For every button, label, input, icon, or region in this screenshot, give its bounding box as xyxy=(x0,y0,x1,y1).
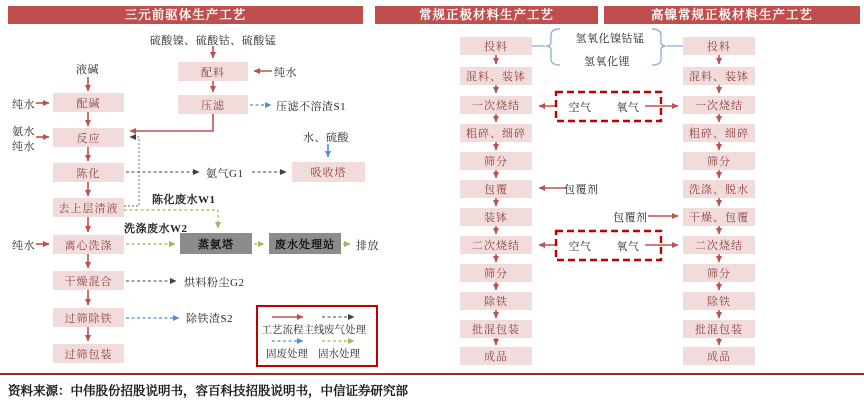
node-middle: 筛分 xyxy=(460,264,532,282)
legend-waste-water: 固水处理 xyxy=(318,349,360,360)
label-sulfate-feed: 硫酸镍、硫酸钴、硫酸锰 xyxy=(149,35,277,47)
node-right: 二次烧结 xyxy=(683,236,755,254)
node-right: 洗涤、脱水 xyxy=(683,180,755,198)
node-right: 干燥、包覆 xyxy=(683,208,755,226)
header-precursor-process: 三元前驱体生产工艺 xyxy=(8,6,363,24)
node-middle: 混料、装钵 xyxy=(460,67,532,85)
legend-waste-gas: 废气处理 xyxy=(324,325,366,336)
node-press-filter: 压滤 xyxy=(178,95,248,114)
label-discharge: 排放 xyxy=(356,240,379,252)
source-divider xyxy=(0,373,864,375)
node-left-main: 去上层清液 xyxy=(53,198,124,217)
node-right: 粗碎、细碎 xyxy=(683,124,755,142)
label-pure-water: 纯水 xyxy=(12,240,35,252)
label-oxygen: 氧气 xyxy=(616,241,640,253)
node-left-main: 过筛包装 xyxy=(53,344,124,363)
source-attribution: 资料来源：中伟股份招股说明书，容百科技招股说明书，中信证券研究部 xyxy=(8,384,409,398)
node-middle: 筛分 xyxy=(460,152,532,170)
node-absorption-tower: 吸收塔 xyxy=(292,162,365,182)
brace-right-icon xyxy=(652,29,666,65)
node-middle: 成品 xyxy=(460,347,532,365)
label-pure-water: 纯水 xyxy=(12,99,35,111)
label-air: 空气 xyxy=(568,102,592,114)
node-right: 混料、装钵 xyxy=(683,67,755,85)
gas-highlight-boxes xyxy=(556,92,661,260)
node-middle: 包覆 xyxy=(460,180,532,198)
node-middle: 投料 xyxy=(460,37,532,55)
label-filter-residue-s1: 压滤不溶渣S1 xyxy=(276,101,347,113)
node-middle: 除铁 xyxy=(460,292,532,310)
node-right: 批混包装 xyxy=(683,320,755,338)
label-liquid-alkali: 液碱 xyxy=(76,64,99,76)
node-middle: 一次烧结 xyxy=(460,96,532,114)
label-pure-water: 纯水 xyxy=(274,67,297,79)
label-coating-agent: 包覆剂 xyxy=(613,212,648,224)
label-drying-dust-g2: 烘料粉尘G2 xyxy=(184,277,245,289)
node-right: 筛分 xyxy=(683,152,755,170)
label-iron-residue-s2: 除铁渣S2 xyxy=(186,313,234,325)
node-right: 一次烧结 xyxy=(683,96,755,114)
label-oxygen: 氧气 xyxy=(616,102,640,114)
node-batching: 配料 xyxy=(178,62,248,81)
header-high-nickel-cathode-process: 高镍常规正极材料生产工艺 xyxy=(604,6,860,24)
label-washing-wastewater-w2: 洗涤废水W2 xyxy=(124,223,188,235)
label-aging-wastewater-w1: 陈化废水W1 xyxy=(152,194,216,206)
node-middle: 装钵 xyxy=(460,208,532,226)
node-middle: 二次烧结 xyxy=(460,236,532,254)
label-pure-water: 纯水 xyxy=(12,141,35,153)
node-wastewater-station: 废水处理站 xyxy=(269,233,341,254)
node-left-main: 干燥混合 xyxy=(53,271,124,290)
node-middle: 批混包装 xyxy=(460,320,532,338)
node-left-main: 配碱 xyxy=(53,93,124,112)
node-left-main: 离心洗涤 xyxy=(53,235,124,254)
legend-main-process: 工艺流程主线 xyxy=(261,325,325,336)
node-ammonia-still: 蒸氨塔 xyxy=(180,233,252,254)
label-coating-agent: 包覆剂 xyxy=(564,184,599,196)
label-ammonia-gas-g1: 氨气G1 xyxy=(206,168,244,180)
label-lithium-hydroxide: 氢氧化锂 xyxy=(584,56,630,68)
label-ammonia-water: 氨水 xyxy=(12,126,35,138)
node-left-main: 反应 xyxy=(53,128,124,147)
label-nickel-cobalt-manganese-hydroxide: 氢氧化镍钴锰 xyxy=(575,33,645,45)
node-right: 除铁 xyxy=(683,292,755,310)
node-right: 筛分 xyxy=(683,264,755,282)
node-middle: 粗碎、细碎 xyxy=(460,124,532,142)
node-left-main: 过筛除铁 xyxy=(53,308,124,327)
node-right: 成品 xyxy=(683,347,755,365)
header-conventional-cathode-process: 常规正极材料生产工艺 xyxy=(375,6,598,24)
node-right: 投料 xyxy=(683,37,755,55)
node-left-main: 陈化 xyxy=(53,163,124,182)
legend-solid-waste: 固废处理 xyxy=(266,349,308,360)
label-water-sulfuric-acid: 水、硫酸 xyxy=(303,132,349,144)
label-air: 空气 xyxy=(568,241,592,253)
brace-left-icon xyxy=(546,29,560,65)
